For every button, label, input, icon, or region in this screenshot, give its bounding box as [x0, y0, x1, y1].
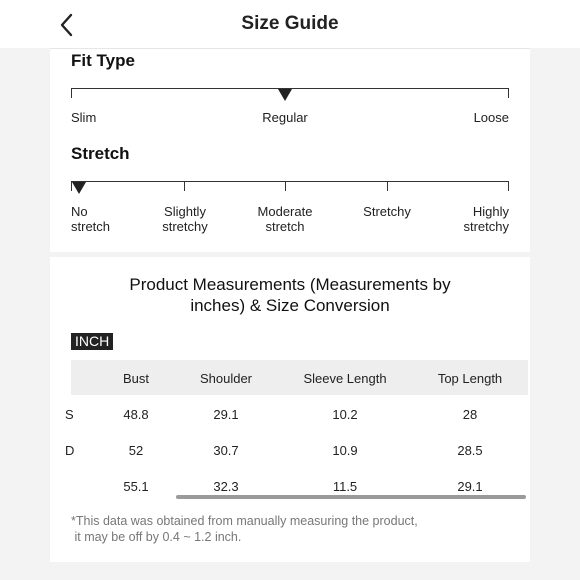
measurements-title: Product Measurements (Measurements by inches) & Size Conversion: [129, 275, 451, 315]
stretch-label-moderate-stretch: Moderate stretch: [257, 204, 313, 234]
measurement-note: *This data was obtained from manually measuring the product, it may be off by 0.4 ~ 1.2 inch.: [71, 514, 418, 544]
stretch-label-slightly-stretchy: Slightly stretchy: [162, 204, 208, 234]
table-horizontal-scrollbar[interactable]: [176, 495, 526, 499]
stretch-indicator: [72, 182, 86, 194]
stretch-scale-line: [71, 181, 509, 182]
sleeve-length-value: 11.5: [332, 479, 358, 494]
shoulder-value: 30.7: [213, 443, 239, 458]
stretch-tick: [184, 181, 185, 191]
bust-value: 48.8: [123, 407, 149, 422]
sleeve-length-value: 10.2: [332, 407, 358, 422]
stretch-tick: [387, 181, 388, 191]
stretch-label-highly-stretchy: Highly stretchy: [463, 204, 509, 234]
top-bar: [0, 0, 580, 48]
size-cell: D: [65, 443, 75, 458]
stretch-title: Stretch: [71, 144, 130, 163]
top-length-value: 28.5: [457, 443, 483, 458]
bust-value: 52: [128, 443, 144, 458]
unit-badge[interactable]: INCH: [71, 333, 113, 350]
fit-tick: [508, 88, 509, 98]
fit-label-slim: Slim: [71, 110, 97, 125]
table-header-row: [71, 360, 528, 395]
shoulder-value: 29.1: [213, 407, 239, 422]
size-cell: S: [65, 407, 74, 422]
fit-label-loose: Loose: [473, 110, 509, 125]
bust-value: 55.1: [123, 479, 149, 494]
page-title: Size Guide: [241, 13, 339, 34]
column-header-top-length: Top Length: [437, 371, 503, 386]
fit-tick: [71, 88, 72, 98]
top-length-value: 28: [462, 407, 478, 422]
fit-type-indicator: [278, 89, 292, 101]
fit-stretch-card: [50, 49, 530, 252]
fit-label-regular: Regular: [262, 110, 308, 125]
fit-type-title: Fit Type: [71, 51, 135, 70]
top-length-value: 29.1: [457, 479, 483, 494]
shoulder-value: 32.3: [213, 479, 239, 494]
stretch-label-no-stretch: No stretch: [71, 204, 111, 234]
stretch-label-stretchy: Stretchy: [363, 204, 411, 219]
measurements-card: [50, 257, 530, 562]
sleeve-length-value: 10.9: [332, 443, 358, 458]
stretch-tick: [508, 181, 509, 191]
stretch-tick: [285, 181, 286, 191]
measurements-table[interactable]: [65, 360, 528, 500]
column-header-shoulder: Shoulder: [199, 371, 253, 386]
column-header-bust: Bust: [122, 371, 150, 386]
column-header-sleeve-length: Sleeve Length: [303, 371, 387, 386]
